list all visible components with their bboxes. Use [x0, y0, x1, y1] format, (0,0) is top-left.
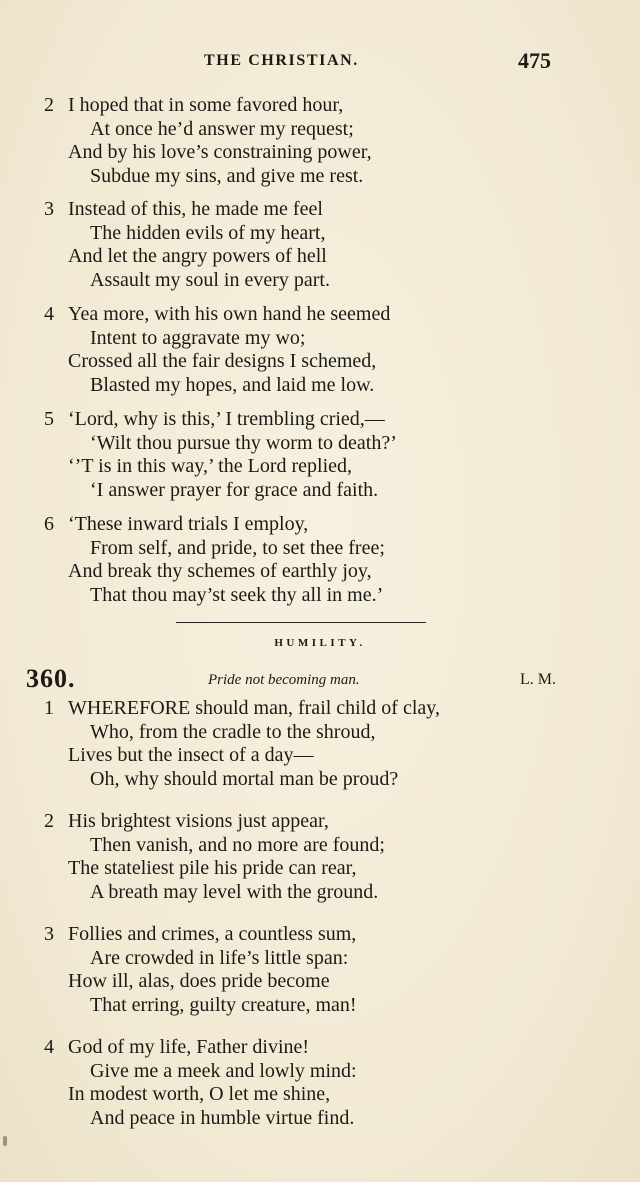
stanza-line	[0, 94, 640, 118]
verse-line-text: Follies and crimes, a countless sum,	[68, 923, 357, 945]
verse-line-text: ‘Wilt thou pursue thy worm to death?’	[90, 431, 397, 454]
verse-line-text: Who, from the cradle to the shroud,	[90, 720, 376, 743]
stanza-line	[0, 744, 640, 768]
stanza-line	[0, 697, 640, 721]
stanza-line	[0, 923, 640, 947]
stanza	[0, 94, 640, 198]
verse-line-text: Intent to aggravate my wo;	[90, 326, 306, 349]
stanza-line	[0, 1107, 640, 1131]
verse-line-text: His brightest visions just appear,	[68, 810, 329, 832]
stanza-line	[0, 584, 640, 608]
verse-line-text: Crossed all the fair designs I schemed,	[68, 350, 377, 372]
verse-line-text: The hidden evils of my heart,	[90, 221, 326, 244]
verse-line-text: Blasted my hopes, and laid me low.	[90, 373, 375, 396]
verse-line-text: Give me a meek and lowly mind:	[90, 1059, 357, 1082]
verse-line-text: Instead of this, he made me feel	[68, 198, 323, 220]
stanza-line	[0, 245, 640, 269]
verse-line-text: Lives but the insect of a day—	[68, 744, 314, 766]
stanza-line	[0, 350, 640, 374]
stanza-line	[0, 560, 640, 584]
section-divider	[176, 622, 426, 623]
stanza-line	[0, 970, 640, 994]
stanza-line	[0, 432, 640, 456]
stanza-line	[0, 222, 640, 246]
page-number: 475	[518, 48, 551, 73]
stanza-line	[0, 994, 640, 1018]
verse-line-text: God of my life, Father divine!	[68, 1036, 310, 1058]
stanza-line	[0, 881, 640, 905]
verse-line-text: Are crowded in life’s little span:	[90, 946, 349, 969]
verse-line-text: How ill, alas, does pride become	[68, 970, 330, 992]
verse-line-text: ‘Lord, why is this,’ I trembling cried,—	[68, 408, 385, 430]
stanza	[0, 408, 640, 513]
stanza	[0, 810, 640, 923]
hymn-360	[0, 697, 640, 1149]
verse-line-text: Assault my soul in every part.	[90, 268, 330, 291]
stanza-number: 3	[44, 198, 54, 220]
verse-line-text: And peace in humble virtue find.	[90, 1106, 355, 1129]
stanza-line	[0, 1036, 640, 1060]
stanza-line	[0, 768, 640, 792]
verse-line-text: Subdue my sins, and give me rest.	[90, 164, 364, 187]
stanza	[0, 303, 640, 408]
hymn-meter: L. M.	[520, 671, 556, 688]
stanza-line	[0, 810, 640, 834]
section-title: HUMILITY.	[274, 637, 366, 649]
stanza-number: 3	[44, 923, 54, 945]
hymn-heading	[0, 664, 640, 694]
stanza	[0, 1036, 640, 1149]
stanza-number: 6	[44, 513, 54, 535]
stanza	[0, 513, 640, 618]
verse-line-text: Then vanish, and no more are found;	[90, 833, 385, 856]
stanza-line	[0, 1083, 640, 1107]
stanza-line	[0, 857, 640, 881]
stanza	[0, 923, 640, 1036]
stanza-line	[0, 834, 640, 858]
page-header	[0, 48, 640, 78]
hymn-number: 360.	[26, 664, 76, 693]
verse-line-text: That thou may’st seek thy all in me.’	[90, 583, 384, 606]
page-blemish	[3, 1136, 7, 1146]
verse-line-text: ‘I answer prayer for grace and faith.	[90, 478, 379, 501]
stanza-line	[0, 479, 640, 503]
verse-line-text: And by his love’s constraining power,	[68, 141, 372, 163]
stanza-line	[0, 198, 640, 222]
verse-line-text: And break thy schemes of earthly joy,	[68, 560, 372, 582]
stanza-number: 2	[44, 810, 54, 832]
verse-line-text: The stateliest pile his pride can rear,	[68, 857, 357, 879]
verse-line-text: Oh, why should mortal man be proud?	[90, 767, 399, 790]
stanza-number: 1	[44, 697, 54, 719]
stanza-line	[0, 269, 640, 293]
stanza-number: 5	[44, 408, 54, 430]
stanza-number: 4	[44, 303, 54, 325]
stanza-line	[0, 1060, 640, 1084]
verse-line-text: That erring, guilty creature, man!	[90, 993, 357, 1016]
verse-line-text: From self, and pride, to set thee free;	[90, 536, 385, 559]
stanza	[0, 697, 640, 810]
stanza-line	[0, 455, 640, 479]
stanza-line	[0, 513, 640, 537]
verse-line-text: ‘These inward trials I employ,	[68, 513, 309, 535]
stanza-line	[0, 165, 640, 189]
verse-line-text: I hoped that in some favored hour,	[68, 94, 344, 116]
verse-line-text: WHEREFORE should man, frail child of clay,	[68, 697, 440, 719]
stanza-line	[0, 141, 640, 165]
stanza-line	[0, 374, 640, 398]
stanza-number: 4	[44, 1036, 54, 1058]
verse-line-text: At once he’d answer my request;	[90, 117, 354, 140]
stanza-line	[0, 327, 640, 351]
verse-line-text: ‘’T is in this way,’ the Lord replied,	[68, 455, 353, 477]
previous-hymn	[0, 94, 640, 618]
stanza-line	[0, 303, 640, 327]
verse-line-text: A breath may level with the ground.	[90, 880, 379, 903]
stanza-line	[0, 721, 640, 745]
stanza-line	[0, 947, 640, 971]
running-head: THE CHRISTIAN.	[204, 52, 359, 69]
hymn-subtitle: Pride not becoming man.	[208, 672, 360, 688]
stanza-line	[0, 537, 640, 561]
stanza	[0, 198, 640, 303]
stanza-number: 2	[44, 94, 54, 116]
verse-line-text: In modest worth, O let me shine,	[68, 1083, 331, 1105]
stanza-line	[0, 118, 640, 142]
verse-line-text: Yea more, with his own hand he seemed	[68, 303, 391, 325]
stanza-line	[0, 408, 640, 432]
verse-line-text: And let the angry powers of hell	[68, 245, 327, 267]
